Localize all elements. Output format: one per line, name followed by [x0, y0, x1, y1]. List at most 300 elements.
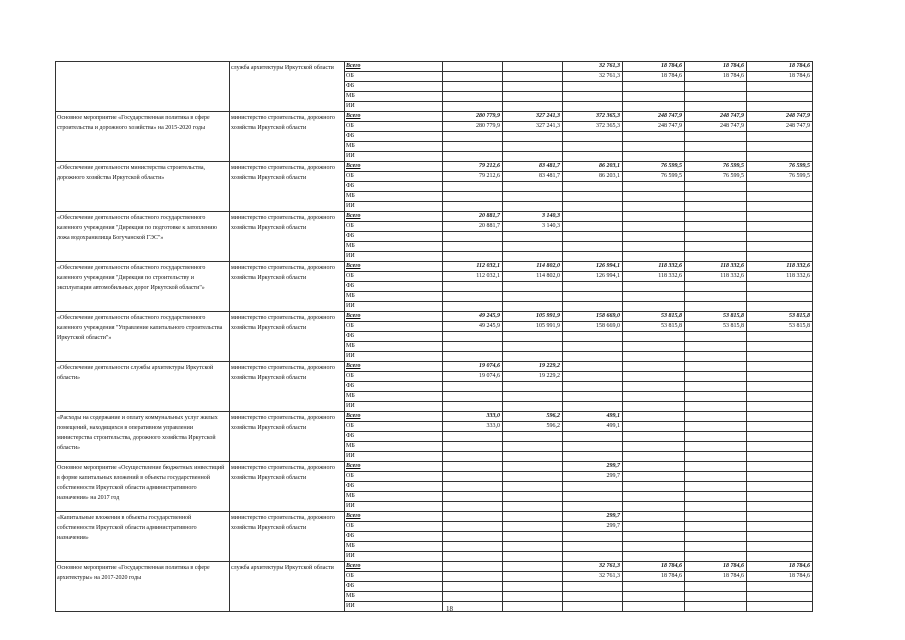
amount-cell: [747, 192, 813, 202]
amount-cell: [503, 542, 563, 552]
funding-source: ОБ: [345, 322, 443, 332]
amount-cell: [563, 502, 623, 512]
amount-cell: [685, 92, 747, 102]
amount-cell: 20 881,7: [443, 222, 503, 232]
responsible-executor: министерство строительства, дорожного хозяйства Иркутской области: [230, 412, 345, 462]
amount-cell: 53 815,8: [685, 322, 747, 332]
amount-cell: [443, 532, 503, 542]
amount-cell: [443, 252, 503, 262]
amount-cell: [563, 242, 623, 252]
amount-cell: [503, 582, 563, 592]
amount-cell: [747, 402, 813, 412]
funding-source: ОБ: [345, 272, 443, 282]
amount-cell: [563, 352, 623, 362]
amount-cell: [443, 452, 503, 462]
amount-cell: [685, 302, 747, 312]
amount-cell: [685, 602, 747, 612]
funding-source: ИИ: [345, 402, 443, 412]
amount-cell: [563, 442, 623, 452]
amount-cell: [443, 572, 503, 582]
amount-cell: 76 599,5: [685, 162, 747, 172]
amount-cell: [563, 402, 623, 412]
amount-cell: [623, 482, 685, 492]
amount-cell: [563, 392, 623, 402]
amount-cell: [503, 232, 563, 242]
table-row: [56, 62, 813, 72]
amount-cell: 49 245,9: [443, 312, 503, 322]
funding-source: МБ: [345, 92, 443, 102]
amount-cell: [563, 252, 623, 262]
amount-cell: 114 802,0: [503, 262, 563, 272]
amount-cell: [747, 102, 813, 112]
amount-cell: [443, 92, 503, 102]
amount-cell: [503, 152, 563, 162]
funding-source: Всего: [345, 362, 443, 372]
amount-cell: [623, 252, 685, 262]
amount-cell: [443, 492, 503, 502]
amount-cell: 118 332,6: [685, 262, 747, 272]
amount-cell: [685, 412, 747, 422]
amount-cell: [685, 142, 747, 152]
responsible-executor: служба архитектуры Иркутской области: [230, 562, 345, 612]
amount-cell: [503, 102, 563, 112]
amount-cell: 19 229,2: [503, 372, 563, 382]
funding-source: Всего: [345, 112, 443, 122]
amount-cell: [563, 282, 623, 292]
amount-cell: 18 784,6: [685, 562, 747, 572]
amount-cell: [443, 132, 503, 142]
amount-cell: [685, 582, 747, 592]
amount-cell: [747, 282, 813, 292]
amount-cell: [623, 82, 685, 92]
funding-source: МБ: [345, 242, 443, 252]
amount-cell: [503, 562, 563, 572]
amount-cell: 299,7: [563, 472, 623, 482]
funding-source: ФБ: [345, 282, 443, 292]
amount-cell: 79 212,6: [443, 162, 503, 172]
amount-cell: 19 074,6: [443, 362, 503, 372]
funding-source: ФБ: [345, 482, 443, 492]
amount-cell: [563, 202, 623, 212]
activity-description: «Обеспечение деятельности областного государственного казенного учреждения "Дирекция по подготовке к затоплению ложа водохранилища Богучанской ГЭС"»: [56, 212, 230, 262]
amount-cell: [503, 592, 563, 602]
amount-cell: [685, 82, 747, 92]
amount-cell: [747, 292, 813, 302]
amount-cell: [563, 232, 623, 242]
amount-cell: [623, 302, 685, 312]
amount-cell: 18 784,6: [623, 562, 685, 572]
funding-source: МБ: [345, 592, 443, 602]
amount-cell: [443, 82, 503, 92]
amount-cell: 372 365,3: [563, 122, 623, 132]
amount-cell: [623, 592, 685, 602]
amount-cell: 83 481,7: [503, 162, 563, 172]
amount-cell: 499,1: [563, 422, 623, 432]
funding-source: ИИ: [345, 352, 443, 362]
amount-cell: 114 802,0: [503, 272, 563, 282]
amount-cell: 53 815,8: [747, 312, 813, 322]
amount-cell: 53 815,8: [623, 312, 685, 322]
amount-cell: 126 994,1: [563, 262, 623, 272]
amount-cell: [443, 342, 503, 352]
amount-cell: [747, 372, 813, 382]
amount-cell: [563, 212, 623, 222]
amount-cell: 32 761,3: [563, 572, 623, 582]
funding-source: ОБ: [345, 372, 443, 382]
amount-cell: [503, 522, 563, 532]
amount-cell: 18 784,6: [623, 572, 685, 582]
amount-cell: 105 991,9: [503, 312, 563, 322]
amount-cell: [623, 552, 685, 562]
amount-cell: [685, 382, 747, 392]
amount-cell: 18 784,6: [623, 62, 685, 72]
amount-cell: 280 779,9: [443, 122, 503, 132]
funding-source: МБ: [345, 542, 443, 552]
amount-cell: [685, 102, 747, 112]
amount-cell: [443, 432, 503, 442]
amount-cell: 112 032,1: [443, 262, 503, 272]
amount-cell: [747, 452, 813, 462]
amount-cell: 19 074,6: [443, 372, 503, 382]
funding-source: ФБ: [345, 582, 443, 592]
amount-cell: [747, 392, 813, 402]
table-row: [56, 312, 813, 322]
amount-cell: [563, 432, 623, 442]
amount-cell: 112 032,1: [443, 272, 503, 282]
amount-cell: [747, 132, 813, 142]
amount-cell: [563, 582, 623, 592]
amount-cell: 76 599,5: [747, 172, 813, 182]
table-row: [56, 562, 813, 572]
amount-cell: [443, 482, 503, 492]
amount-cell: 86 203,1: [563, 172, 623, 182]
amount-cell: [623, 442, 685, 452]
amount-cell: [623, 382, 685, 392]
amount-cell: [747, 82, 813, 92]
amount-cell: [685, 432, 747, 442]
amount-cell: [685, 372, 747, 382]
amount-cell: [443, 552, 503, 562]
amount-cell: 18 784,6: [685, 72, 747, 82]
amount-cell: [623, 132, 685, 142]
amount-cell: 248 747,9: [685, 112, 747, 122]
activity-description: «Обеспечение деятельности областного государственного казенного учреждения "Управление капитального строительства Иркутской области"»: [56, 312, 230, 362]
amount-cell: [563, 82, 623, 92]
amount-cell: [623, 432, 685, 442]
amount-cell: 248 747,9: [685, 122, 747, 132]
amount-cell: 3 140,3: [503, 222, 563, 232]
amount-cell: 327 241,3: [503, 112, 563, 122]
amount-cell: [685, 242, 747, 252]
amount-cell: [747, 342, 813, 352]
amount-cell: [747, 302, 813, 312]
amount-cell: [503, 92, 563, 102]
funding-source: ФБ: [345, 182, 443, 192]
amount-cell: [685, 472, 747, 482]
amount-cell: [685, 212, 747, 222]
amount-cell: 53 815,8: [623, 322, 685, 332]
amount-cell: [443, 502, 503, 512]
amount-cell: [747, 532, 813, 542]
funding-source: ОБ: [345, 122, 443, 132]
amount-cell: 53 815,8: [747, 322, 813, 332]
amount-cell: [685, 232, 747, 242]
amount-cell: 105 991,9: [503, 322, 563, 332]
amount-cell: [623, 392, 685, 402]
amount-cell: [747, 582, 813, 592]
amount-cell: 118 332,6: [747, 262, 813, 272]
amount-cell: [503, 342, 563, 352]
responsible-executor: министерство строительства, дорожного хозяйства Иркутской области: [230, 462, 345, 512]
amount-cell: [503, 182, 563, 192]
amount-cell: [503, 492, 563, 502]
amount-cell: [623, 462, 685, 472]
amount-cell: 299,7: [563, 462, 623, 472]
activity-description: Основное мероприятие «Осуществление бюджетных инвестиций в форме капитальных вложений в объекты государственной собственности Иркутской области административного назначения» на 2017 год: [56, 462, 230, 512]
table-row: [56, 362, 813, 372]
amount-cell: [443, 522, 503, 532]
amount-cell: [443, 102, 503, 112]
funding-source: Всего: [345, 212, 443, 222]
amount-cell: [623, 142, 685, 152]
amount-cell: 18 784,6: [685, 572, 747, 582]
amount-cell: 372 365,3: [563, 112, 623, 122]
amount-cell: 76 599,5: [623, 172, 685, 182]
amount-cell: [623, 522, 685, 532]
amount-cell: [747, 602, 813, 612]
amount-cell: [443, 462, 503, 472]
amount-cell: [747, 482, 813, 492]
amount-cell: [623, 292, 685, 302]
amount-cell: [623, 452, 685, 462]
funding-source: МБ: [345, 442, 443, 452]
amount-cell: 248 747,9: [747, 112, 813, 122]
funding-source: Всего: [345, 62, 443, 72]
amount-cell: [747, 442, 813, 452]
amount-cell: [623, 332, 685, 342]
amount-cell: [623, 502, 685, 512]
amount-cell: [443, 72, 503, 82]
amount-cell: [747, 152, 813, 162]
amount-cell: 18 784,6: [747, 62, 813, 72]
amount-cell: [623, 512, 685, 522]
amount-cell: [503, 302, 563, 312]
table-row: [56, 262, 813, 272]
table-row: [56, 112, 813, 122]
amount-cell: [503, 382, 563, 392]
amount-cell: [685, 482, 747, 492]
funding-source: ОБ: [345, 472, 443, 482]
amount-cell: [563, 292, 623, 302]
amount-cell: [503, 252, 563, 262]
amount-cell: 248 747,9: [747, 122, 813, 132]
funding-source: ИИ: [345, 302, 443, 312]
amount-cell: [623, 602, 685, 612]
amount-cell: [563, 152, 623, 162]
amount-cell: [747, 592, 813, 602]
funding-source: ОБ: [345, 172, 443, 182]
page-number: 18: [446, 605, 453, 613]
funding-source: ФБ: [345, 332, 443, 342]
amount-cell: [563, 92, 623, 102]
funding-source: ОБ: [345, 422, 443, 432]
amount-cell: [563, 482, 623, 492]
amount-cell: [503, 512, 563, 522]
amount-cell: [443, 512, 503, 522]
amount-cell: [685, 592, 747, 602]
responsible-executor: министерство строительства, дорожного хозяйства Иркутской области: [230, 512, 345, 562]
amount-cell: [503, 202, 563, 212]
responsible-executor: министерство строительства, дорожного хозяйства Иркутской области: [230, 112, 345, 162]
amount-cell: [503, 132, 563, 142]
amount-cell: 126 994,1: [563, 272, 623, 282]
responsible-executor: министерство строительства, дорожного хозяйства Иркутской области: [230, 262, 345, 312]
amount-cell: [747, 502, 813, 512]
funding-source: МБ: [345, 142, 443, 152]
amount-cell: [747, 462, 813, 472]
amount-cell: 499,1: [563, 412, 623, 422]
amount-cell: [503, 142, 563, 152]
amount-cell: 32 761,3: [563, 562, 623, 572]
amount-cell: 86 203,1: [563, 162, 623, 172]
funding-source: МБ: [345, 292, 443, 302]
funding-source: ИИ: [345, 502, 443, 512]
funding-source: МБ: [345, 192, 443, 202]
amount-cell: [443, 442, 503, 452]
activity-description: «Расходы на содержание и оплату коммунальных услуг жилых помещений, находящихся в оперативном управлении министерства строительства, дорожного хозяйства Иркутской области»: [56, 412, 230, 462]
funding-source: ОБ: [345, 572, 443, 582]
responsible-executor: министерство строительства, дорожного хозяйства Иркутской области: [230, 162, 345, 212]
amount-cell: 299,7: [563, 512, 623, 522]
amount-cell: 32 761,3: [563, 62, 623, 72]
amount-cell: [443, 142, 503, 152]
amount-cell: [685, 362, 747, 372]
amount-cell: [685, 292, 747, 302]
table-row: [56, 212, 813, 222]
amount-cell: [685, 552, 747, 562]
amount-cell: 53 815,8: [685, 312, 747, 322]
amount-cell: [685, 532, 747, 542]
amount-cell: [563, 542, 623, 552]
amount-cell: [747, 382, 813, 392]
activity-description: Основное мероприятие «Государственная политика в сфере архитектуры» на 2017-2020 годы: [56, 562, 230, 612]
amount-cell: [503, 502, 563, 512]
funding-source: Всего: [345, 162, 443, 172]
activity-description: «Обеспечение деятельности министерства строительства, дорожного хозяйства Иркутской области»: [56, 162, 230, 212]
amount-cell: [685, 522, 747, 532]
responsible-executor: министерство строительства, дорожного хозяйства Иркутской области: [230, 212, 345, 262]
amount-cell: [623, 202, 685, 212]
funding-source: ИИ: [345, 552, 443, 562]
amount-cell: [443, 152, 503, 162]
amount-cell: [443, 232, 503, 242]
amount-cell: [623, 352, 685, 362]
amount-cell: [563, 552, 623, 562]
amount-cell: 118 332,6: [623, 262, 685, 272]
amount-cell: [623, 422, 685, 432]
amount-cell: [685, 192, 747, 202]
amount-cell: 18 784,6: [747, 72, 813, 82]
funding-source: МБ: [345, 392, 443, 402]
amount-cell: 83 481,7: [503, 172, 563, 182]
amount-cell: [747, 232, 813, 242]
amount-cell: [623, 372, 685, 382]
funding-source: ИИ: [345, 202, 443, 212]
amount-cell: 118 332,6: [747, 272, 813, 282]
amount-cell: [503, 552, 563, 562]
amount-cell: [623, 222, 685, 232]
amount-cell: 3 140,3: [503, 212, 563, 222]
amount-cell: [623, 542, 685, 552]
funding-source: ФБ: [345, 382, 443, 392]
amount-cell: [623, 402, 685, 412]
amount-cell: [747, 422, 813, 432]
amount-cell: [503, 432, 563, 442]
amount-cell: [443, 62, 503, 72]
funding-source: ОБ: [345, 72, 443, 82]
amount-cell: [685, 182, 747, 192]
funding-source: ОБ: [345, 222, 443, 232]
amount-cell: [503, 282, 563, 292]
amount-cell: 18 784,6: [623, 72, 685, 82]
amount-cell: [623, 182, 685, 192]
amount-cell: [503, 572, 563, 582]
amount-cell: [563, 332, 623, 342]
amount-cell: [503, 602, 563, 612]
amount-cell: [443, 192, 503, 202]
amount-cell: [623, 192, 685, 202]
funding-source: ФБ: [345, 132, 443, 142]
funding-source: МБ: [345, 342, 443, 352]
funding-source: ИИ: [345, 452, 443, 462]
amount-cell: [685, 252, 747, 262]
amount-cell: [443, 352, 503, 362]
amount-cell: [685, 282, 747, 292]
amount-cell: [503, 472, 563, 482]
amount-cell: 18 784,6: [685, 62, 747, 72]
amount-cell: [563, 362, 623, 372]
amount-cell: [747, 492, 813, 502]
amount-cell: [747, 142, 813, 152]
amount-cell: [563, 492, 623, 502]
amount-cell: 280 779,9: [443, 112, 503, 122]
funding-source: МБ: [345, 492, 443, 502]
amount-cell: [747, 352, 813, 362]
table-row: [56, 412, 813, 422]
amount-cell: [503, 192, 563, 202]
amount-cell: [685, 202, 747, 212]
amount-cell: [685, 332, 747, 342]
amount-cell: [747, 512, 813, 522]
funding-source: Всего: [345, 512, 443, 522]
amount-cell: [563, 592, 623, 602]
amount-cell: 158 669,0: [563, 312, 623, 322]
budget-table: [55, 61, 813, 612]
amount-cell: [623, 212, 685, 222]
funding-source: ИИ: [345, 152, 443, 162]
amount-cell: 327 241,3: [503, 122, 563, 132]
table-row: [56, 162, 813, 172]
table-row: [56, 462, 813, 472]
amount-cell: 158 669,0: [563, 322, 623, 332]
amount-cell: [747, 212, 813, 222]
amount-cell: [563, 142, 623, 152]
amount-cell: [747, 362, 813, 372]
table-row: [56, 512, 813, 522]
amount-cell: [747, 412, 813, 422]
amount-cell: [623, 472, 685, 482]
amount-cell: [503, 242, 563, 252]
